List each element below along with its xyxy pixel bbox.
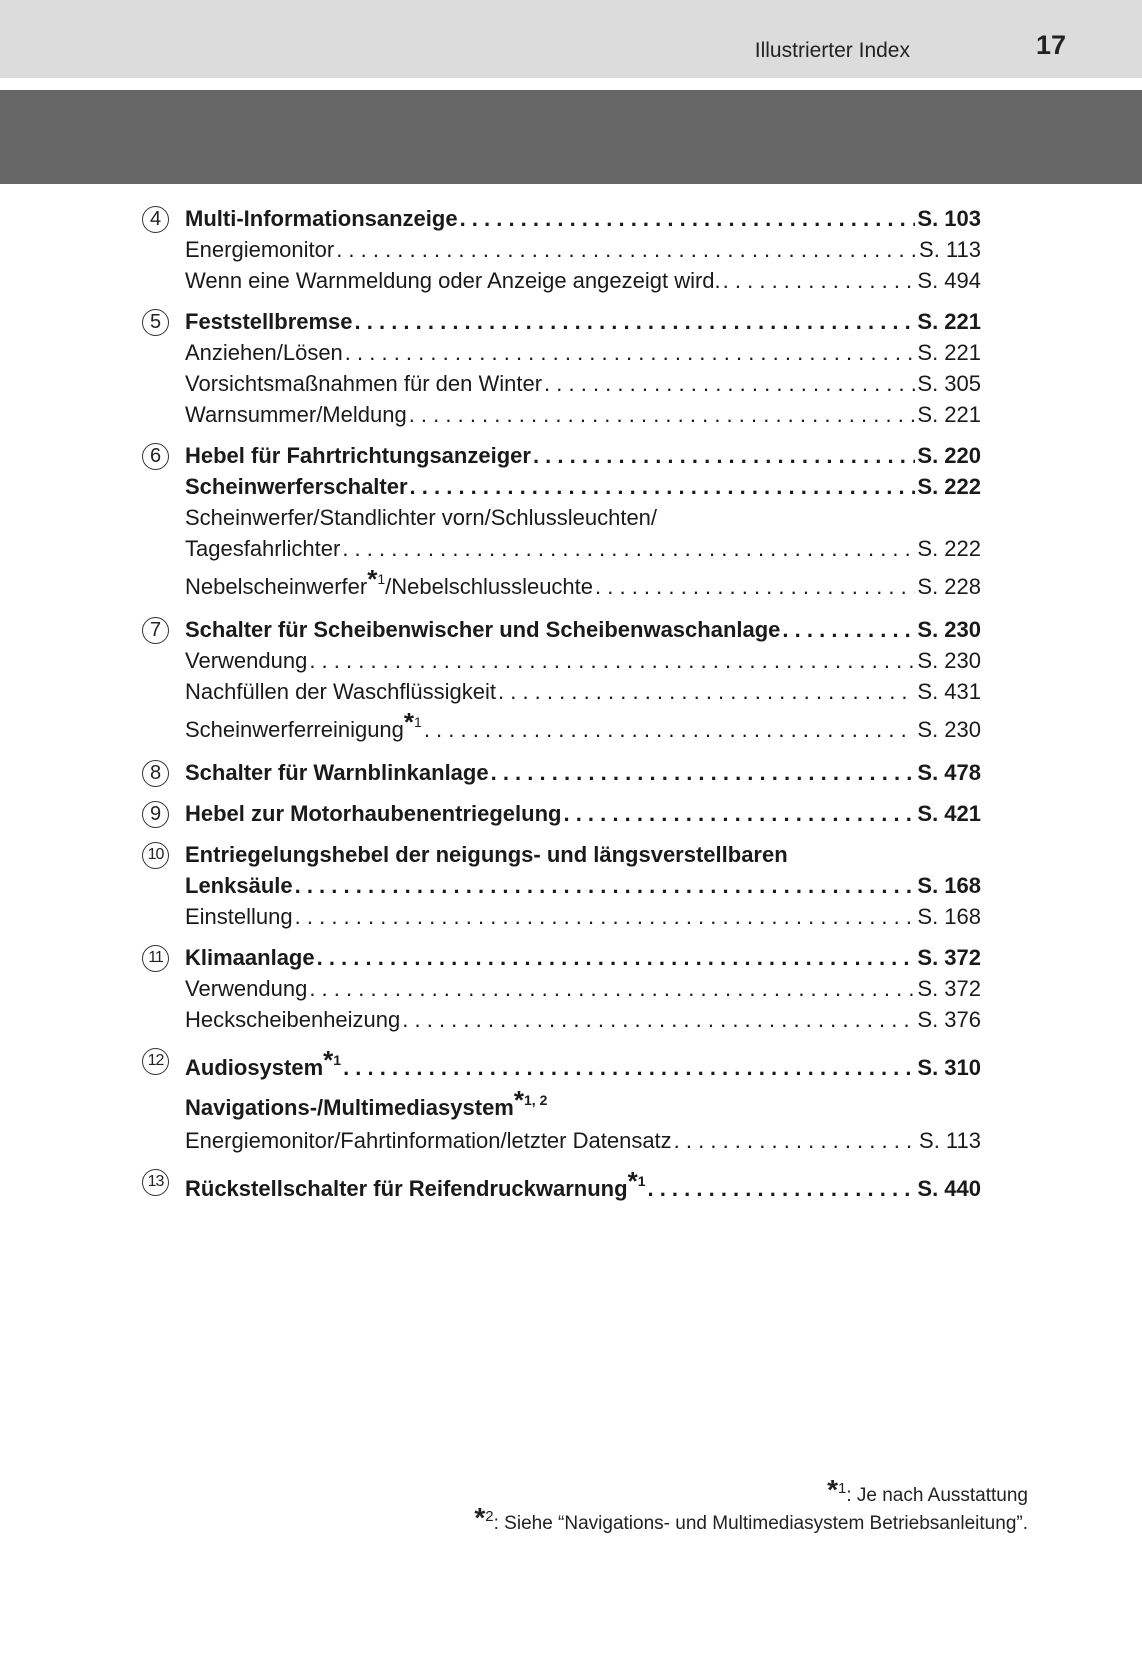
page-reference: S. 478: [917, 760, 981, 785]
page-reference: S. 113: [919, 237, 981, 262]
index-group: [0, 757, 1142, 788]
circled-number: 6: [142, 443, 169, 470]
entry-label: Scheinwerferschalter: [185, 474, 408, 499]
page-reference: S. 221: [917, 340, 981, 365]
dot-leader: [533, 440, 915, 471]
dot-leader: [595, 564, 915, 610]
dot-leader: [491, 757, 916, 788]
page-reference: S. 220: [917, 443, 981, 468]
page-reference: S. 372: [917, 945, 981, 970]
footnote-marker: 1: [333, 1052, 342, 1068]
page-reference: S. 113: [919, 1128, 981, 1153]
page-reference: S. 221: [917, 309, 981, 334]
header-band: [0, 90, 1142, 184]
index-entry: [185, 337, 981, 368]
index-group: [0, 306, 1142, 430]
page-number: 17: [1035, 30, 1066, 60]
entry-label: Hebel zur Motorhaubenentriegelung: [185, 801, 562, 826]
entry-label: Verwendung: [185, 976, 308, 1001]
page-reference: S. 310: [917, 1055, 981, 1080]
footnote-star: *: [474, 1502, 486, 1533]
index-group: [0, 839, 1142, 932]
entry-label: Warnsummer/Meldung: [185, 402, 407, 427]
dot-leader: [563, 798, 915, 829]
dot-leader: [674, 1125, 917, 1156]
footnote-marker: 1: [377, 571, 386, 587]
index-entry: [185, 1004, 981, 1035]
index-entry: [185, 265, 981, 296]
index-entry: [185, 1166, 981, 1206]
dot-leader: [317, 942, 916, 973]
entry-label: Anziehen/Lösen: [185, 340, 343, 365]
index-entry: [185, 306, 981, 337]
page-reference: S. 494: [917, 268, 981, 293]
page-reference: S. 431: [917, 679, 981, 704]
footnote-marker: 1: [637, 1173, 646, 1189]
index-group: [0, 614, 1142, 747]
dot-leader: [410, 471, 916, 502]
dot-leader: [342, 533, 915, 564]
entry-label: Klimaanlage: [185, 945, 315, 970]
footnote-marker: 1: [414, 714, 422, 730]
entry-label: Lenksäule: [185, 873, 293, 898]
footnote-star: *: [367, 564, 378, 594]
index-entry: [185, 533, 981, 564]
entry-label: Navigations-/Multimediasystem*$^{1, 2}$: [185, 1085, 548, 1120]
footnote: [474, 1474, 1028, 1510]
dot-leader: [402, 1004, 915, 1035]
footnote-text: : Siehe “Navigations- und Multimediasystem Betriebsanleitung”.: [493, 1513, 1028, 1534]
index-entry: [185, 502, 981, 533]
page-reference: S. 372: [917, 976, 981, 1001]
entry-label: Einstellung: [185, 904, 293, 929]
entry-label: Nachfüllen der Waschflüssigkeit: [185, 679, 496, 704]
index-entry: [185, 564, 981, 604]
index-group: [0, 203, 1142, 296]
index-group: [0, 1045, 1142, 1156]
entry-label: Audiosystem*$^1$: [185, 1045, 342, 1080]
entry-label: Feststellbremse: [185, 309, 353, 334]
dot-leader: [295, 870, 916, 901]
dot-leader: [647, 1166, 915, 1212]
page-reference: S. 222: [917, 474, 981, 499]
entry-label: Multi-Informationsanzeige: [185, 206, 458, 231]
footnotes: [474, 1474, 1028, 1538]
page-reference: S. 230: [917, 617, 981, 642]
dot-leader: [723, 265, 916, 296]
circled-number: 12: [142, 1048, 169, 1075]
entry-label: Energiemonitor: [185, 237, 335, 262]
dot-leader: [309, 973, 915, 1004]
entry-label: Tagesfahrlichter: [185, 536, 341, 561]
index-entry: [185, 839, 981, 870]
circled-number: 8: [142, 760, 169, 787]
footnote-marker: 2: [485, 1508, 494, 1525]
entry-label: Wenn eine Warnmeldung oder Anzeige angezeigt wird.: [185, 268, 721, 293]
circled-number: 7: [142, 617, 169, 644]
index-group: [0, 440, 1142, 604]
section-title: Illustrierter Index: [754, 39, 910, 62]
index-entry: [185, 1125, 981, 1156]
index-entry: [185, 707, 981, 747]
index-entry: [185, 676, 981, 707]
entry-label: Schalter für Warnblinkanlage: [185, 760, 489, 785]
index-entry: [185, 471, 981, 502]
index-entry: [185, 757, 981, 788]
page-reference: S. 168: [917, 873, 981, 898]
index-entry: [185, 399, 981, 430]
dot-leader: [355, 306, 916, 337]
footnote: [474, 1502, 1028, 1538]
dot-leader: [409, 399, 916, 430]
index-entry: [185, 203, 981, 234]
footnote-star: *: [513, 1085, 524, 1115]
dot-leader: [498, 676, 915, 707]
entry-label: Scheinwerfer/Standlichter vorn/Schlussleuchten/: [185, 505, 658, 530]
dot-leader: [295, 901, 916, 932]
footnote-marker: 1, 2: [524, 1092, 548, 1108]
entry-label: Energiemonitor/Fahrtinformation/letzter Datensatz: [185, 1128, 672, 1153]
index-entry: [185, 942, 981, 973]
entry-label: Entriegelungshebel der neigungs- und längsverstellbaren: [185, 842, 788, 867]
page-reference: S. 221: [917, 402, 981, 427]
circled-number: 13: [142, 1169, 169, 1196]
dot-leader: [345, 337, 916, 368]
index-entry: [185, 870, 981, 901]
footnote-star: *: [627, 1166, 638, 1196]
footnote-marker: 1: [837, 1480, 847, 1497]
entry-label: Heckscheibenheizung: [185, 1007, 401, 1032]
entry-label: Schalter für Scheibenwischer und Scheibenwaschanlage: [185, 617, 781, 642]
page-reference: S. 230: [917, 717, 981, 742]
page-reference: S. 222: [917, 536, 981, 561]
circled-number: 11: [142, 945, 169, 972]
circled-number: 4: [142, 206, 169, 233]
page-reference: S. 440: [917, 1176, 981, 1201]
footnote-star: *: [323, 1045, 334, 1075]
index-list: [0, 203, 1142, 1216]
entry-label: Verwendung: [185, 648, 308, 673]
index-entry: [185, 1045, 981, 1085]
footnote-text: : Je nach Ausstattung: [846, 1485, 1028, 1506]
dot-leader: [424, 707, 916, 753]
page-reference: S. 228: [917, 574, 981, 599]
page-reference: S. 376: [917, 1007, 981, 1032]
index-entry: [185, 1085, 981, 1125]
dot-leader: [782, 614, 915, 645]
page-reference: S. 168: [917, 904, 981, 929]
index-entry: [185, 440, 981, 471]
entry-label: Scheinwerferreinigung*$^1$: [185, 707, 422, 742]
index-entry: [185, 645, 981, 676]
index-entry: [185, 973, 981, 1004]
circled-number: 5: [142, 309, 169, 336]
index-entry: [185, 614, 981, 645]
footnote-star: *: [403, 707, 415, 737]
circled-number: 9: [142, 801, 169, 828]
index-group: [0, 942, 1142, 1035]
page-reference: S. 230: [917, 648, 981, 673]
entry-label: Vorsichtsmaßnahmen für den Winter: [185, 371, 543, 396]
page-header: [0, 0, 1142, 78]
dot-leader: [336, 234, 917, 265]
entry-label: Nebelscheinwerfer*$^1$/Nebelschlussleuchte: [185, 564, 594, 599]
dot-leader: [544, 368, 915, 399]
page-reference: S. 305: [917, 371, 981, 396]
page-reference: S. 421: [917, 801, 981, 826]
dot-leader: [460, 203, 916, 234]
index-entry: [185, 798, 981, 829]
index-group: [0, 1166, 1142, 1206]
circled-number: 10: [142, 842, 169, 869]
index-entry: [185, 234, 981, 265]
index-entry: [185, 901, 981, 932]
footnote-star: *: [827, 1474, 838, 1505]
entry-label: Hebel für Fahrtrichtungsanzeiger: [185, 443, 531, 468]
page-reference: S. 103: [917, 206, 981, 231]
index-entry: [185, 368, 981, 399]
index-group: [0, 798, 1142, 829]
dot-leader: [309, 645, 915, 676]
entry-label: Rückstellschalter für Reifendruckwarnung*$^1$: [185, 1166, 646, 1201]
